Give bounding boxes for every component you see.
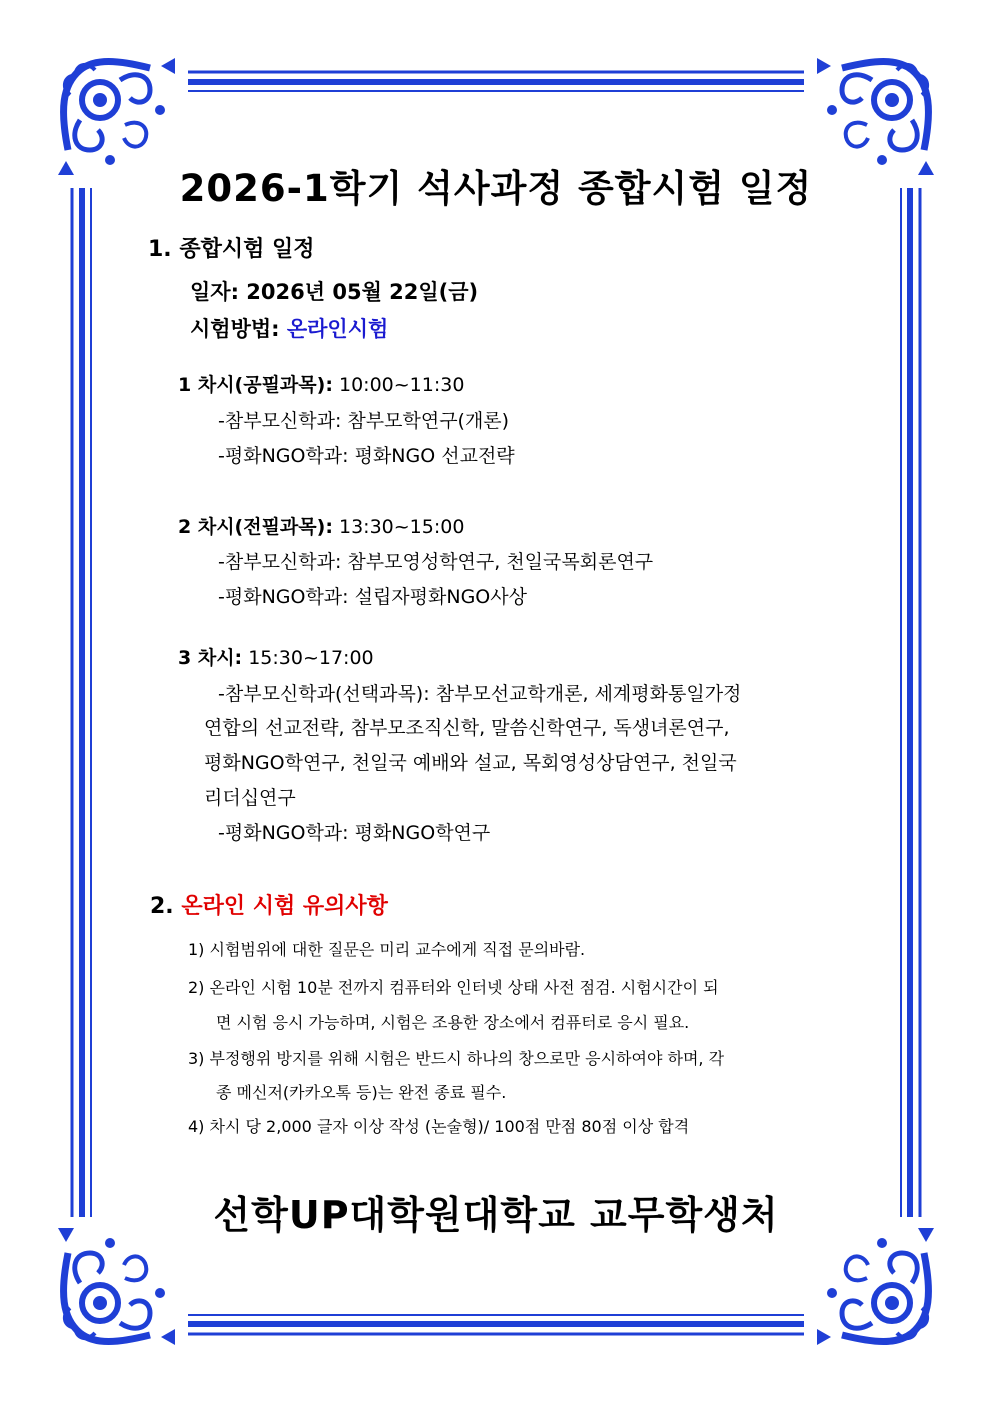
session-2-label: 2 차시(전필과목):	[178, 516, 333, 538]
list-item: -평화NGO학과: 설립자평화NGO사상	[218, 586, 527, 608]
session-2-header	[178, 512, 464, 539]
method-value: 온라인시험	[286, 317, 389, 341]
method-label: 시험방법:	[190, 317, 280, 341]
session-1-time: 10:00~11:30	[338, 374, 465, 396]
list-item: 연합의 선교전략, 참부모조직신학, 말씀신학연구, 독생녀론연구,	[204, 717, 730, 739]
section-2-number: 2.	[150, 894, 174, 919]
note-item: 1) 시험범위에 대한 질문은 미리 교수에게 직접 문의바람.	[188, 940, 586, 959]
session-2-time: 13:30~15:00	[338, 516, 465, 538]
exam-date	[190, 276, 478, 306]
section-1-heading: 1. 종합시험 일정	[148, 237, 315, 262]
session-3-header	[178, 643, 374, 670]
list-item: 평화NGO학연구, 천일국 예배와 설교, 목회영성상담연구, 천일국	[204, 752, 737, 774]
session-1-label: 1 차시(공필과목):	[178, 374, 333, 396]
list-item: -참부모신학과: 참부모영성학연구, 천일국목회론연구	[218, 551, 654, 573]
note-item: 2) 온라인 시험 10분 전까지 컴퓨터와 인터넷 상태 사전 점검. 시험시간이 되	[188, 978, 719, 997]
session-3-time: 15:30~17:00	[248, 647, 374, 669]
date-value: 2026년 05월 22일(금)	[246, 280, 479, 304]
list-item: -참부모신학과: 참부모학연구(개론)	[218, 410, 510, 432]
section-2-heading	[150, 889, 388, 920]
note-item: 3) 부정행위 방지를 위해 시험은 반드시 하나의 창으로만 응시하여야 하며, 각	[188, 1049, 725, 1068]
session-3-label: 3 차시:	[178, 647, 243, 669]
session-1-header	[178, 370, 464, 397]
issuer-footer: 선학UP대학원대학교 교무학생처	[213, 1193, 779, 1237]
note-item: 면 시험 응시 가능하며, 시험은 조용한 장소에서 컴퓨터로 응시 필요.	[216, 1013, 690, 1032]
note-item: 4) 차시 당 2,000 글자 이상 작성 (논술형)/ 100점 만점 80점 이상 합격	[188, 1117, 690, 1136]
page-title: 2026-1학기 석사과정 종합시험 일정	[179, 167, 813, 210]
list-item: -평화NGO학과: 평화NGO학연구	[218, 822, 491, 844]
section-2-title: 온라인 시험 유의사항	[181, 894, 388, 919]
list-item: -참부모신학과(선택과목): 참부모선교학개론, 세계평화통일가정	[218, 683, 742, 705]
note-item: 종 메신저(카카오톡 등)는 완전 종료 필수.	[216, 1083, 507, 1102]
exam-method	[190, 313, 388, 343]
date-label: 일자:	[190, 280, 239, 304]
list-item: -평화NGO학과: 평화NGO 선교전략	[218, 445, 515, 467]
list-item: 리더십연구	[204, 787, 296, 809]
